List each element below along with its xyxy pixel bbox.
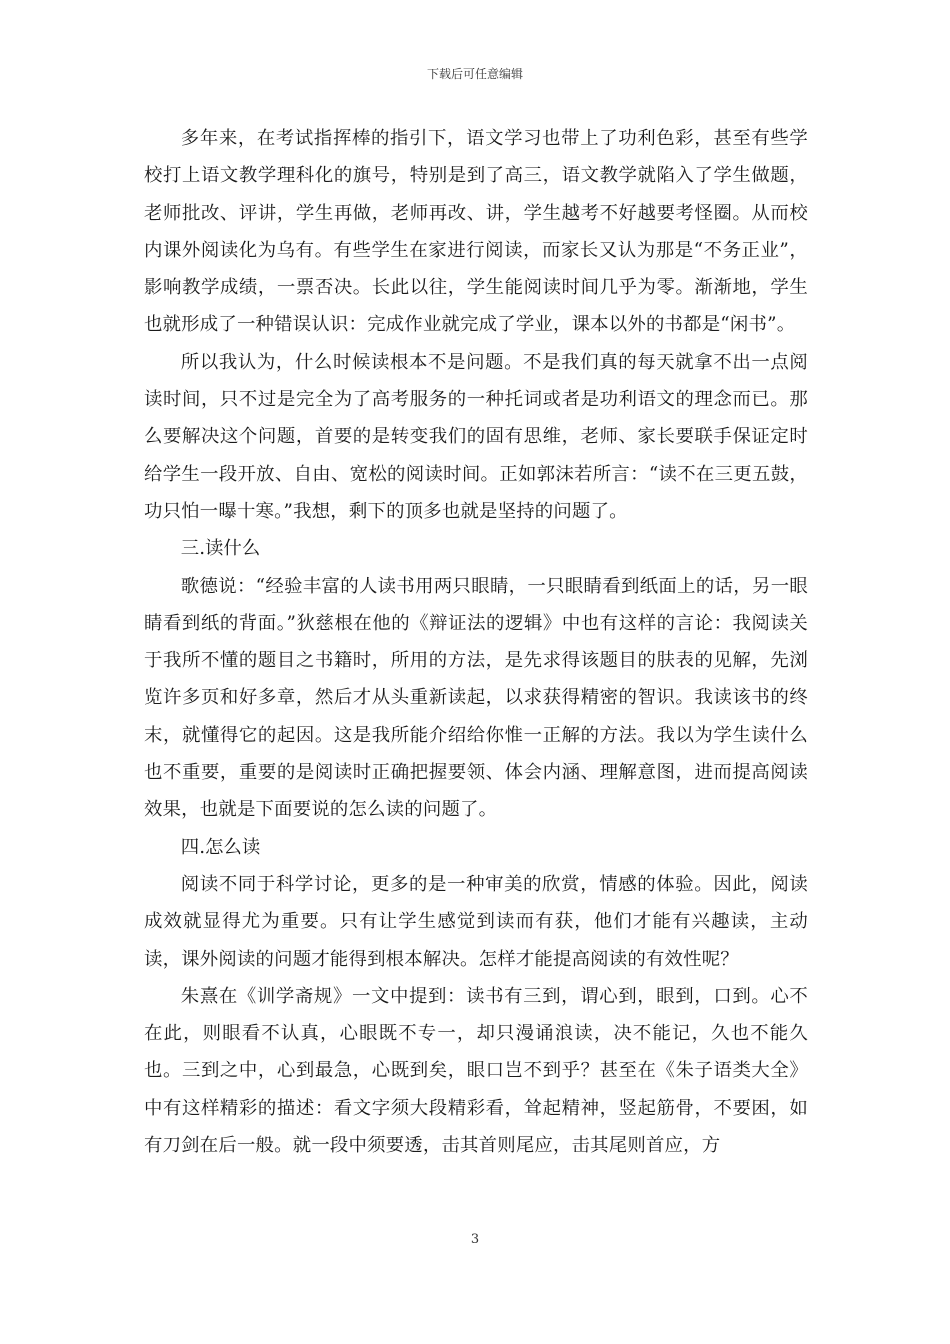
page-header-note: 下载后可任意编辑 <box>426 67 523 81</box>
section-heading-4: 四.怎么读 <box>180 836 261 858</box>
page-number: 3 <box>470 1232 480 1247</box>
section-heading-3: 三.读什么 <box>180 538 261 560</box>
paragraph-3: 歌德说：“经验丰富的人读书用两只眼睛，一只眼睛看到纸面上的话，另一眼睛看到纸的背面。”狄慈根在他的《辩证法的逻辑》中也有这样的言论：我阅读关于我所不懂的题目之书籍时，所用的方法，是先求得该题目的肤表的见解，先浏览许多页和好多章，然后才从头重新读起，以求获得精密的智识。我读该书的终末，就懂得它的起因。这是我所能介绍给你惟一正解的方法。我以为学生读什么也不重要，重要的是阅读时正确把握要领、体会内涵、理解意图，进而提高阅读效果，也就是下面要说的怎么读的问题了。 <box>144 575 808 821</box>
paragraph-5: 朱熹在《训学斋规》一文中提到：读书有三到，谓心到，眼到，口到。心不在此，则眼看不认真，心眼既不专一，却只漫诵浪读，决不能记，久也不能久也。三到之中，心到最急，心既到矣，眼口岂不到乎？甚至在《朱子语类大全》中有这样精彩的描述：看文字须大段精彩看，耸起精神，竖起筋骨，不要困，如有刀剑在后一般。就一段中须要透，击其首则尾应，击其尾则首应，方 <box>144 985 808 1157</box>
paragraph-2: 所以我认为，什么时候读根本不是问题。不是我们真的每天就拿不出一点阅读时间，只不过是完全为了高考服务的一种托词或者是功利语文的理念而已。那么要解决这个问题，首要的是转变我们的固有思维，老师、家长要联手保证定时给学生一段开放、自由、宽松的阅读时间。正如郭沫若所言：“读不在三更五鼓，功只怕一曝十寒。”我想，剩下的顶多也就是坚持的问题了。 <box>144 351 808 522</box>
document-body <box>144 120 808 1164</box>
paragraph-1: 多年来，在考试指挥棒的指引下，语文学习也带上了功利色彩，甚至有些学校打上语文教学理科化的旗号，特别是到了高三，语文教学就陷入了学生做题，老师批改、评讲，学生再做，老师再改、讲，学生越考不好越要考怪圈。从而校内课外阅读化为乌有。有些学生在家进行阅读，而家长又认为那是“不务正业”，影响教学成绩，一票否决。长此以往，学生能阅读时间几乎为零。渐渐地，学生也就形成了一种错误认识：完成作业就完成了学业，课本以外的书都是“闲书”。 <box>144 128 808 336</box>
paragraph-4: 阅读不同于科学讨论，更多的是一种审美的欣赏，情感的体验。因此，阅读成效就显得尤为重要。只有让学生感觉到读而有获，他们才能有兴趣读，主动读，课外阅读的问题才能得到根本解决。怎样才能提高阅读的有效性呢？ <box>144 873 808 970</box>
